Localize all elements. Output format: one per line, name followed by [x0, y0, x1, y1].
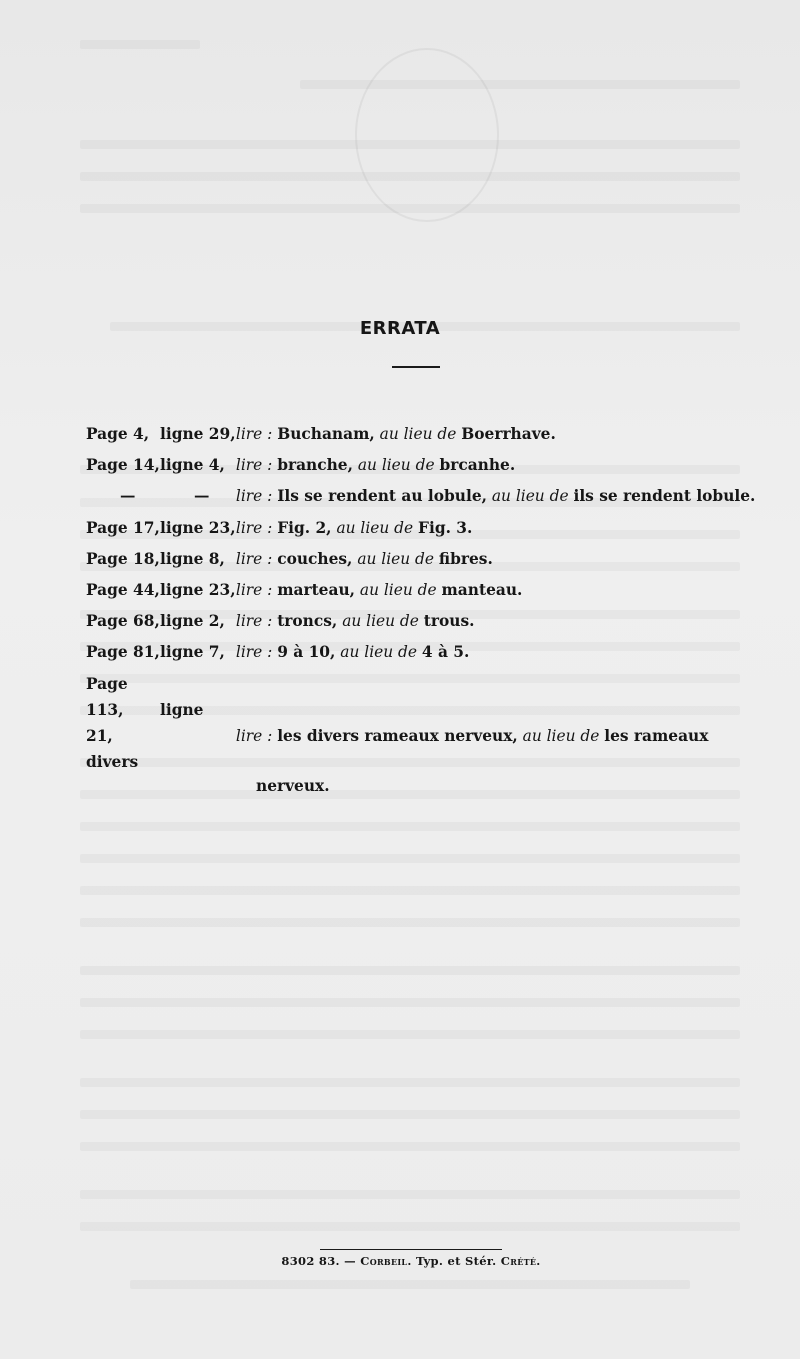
- entry-page: Page 17,: [86, 518, 160, 537]
- errata-entry: [86, 546, 756, 577]
- imprint-name: Crété.: [500, 1254, 541, 1268]
- errata-entry: [86, 483, 756, 514]
- errata-title: ERRATA: [359, 318, 441, 339]
- entry-location: [86, 671, 231, 749]
- entry-correct: les divers rameaux nerveux,: [277, 726, 518, 745]
- entry-page: Page 4,: [86, 425, 150, 443]
- entry-au-lieu-de: au lieu de: [359, 580, 437, 599]
- entry-location: [86, 639, 231, 665]
- library-stamp-ghost: [355, 48, 499, 222]
- errata-entry: [86, 608, 756, 639]
- entry-wrong: fibres.: [438, 549, 493, 568]
- entry-correct: Buchanam,: [277, 425, 375, 443]
- entry-line: —: [194, 487, 210, 506]
- entry-page: Page 113,: [86, 674, 128, 719]
- imprint-typ: Typ. et Stér.: [415, 1254, 497, 1268]
- entry-lire: lire :: [235, 612, 273, 631]
- entry-au-lieu-de: au lieu de: [357, 549, 435, 568]
- entry-wrong: brcanhe.: [439, 456, 516, 475]
- entry-wrong: manteau.: [441, 580, 523, 599]
- entry-wrong: trous.: [423, 612, 475, 631]
- entry-wrong: Fig. 3.: [418, 518, 473, 537]
- entry-wrong: Boerrhave.: [461, 425, 556, 443]
- entry-page: Page 14,: [86, 456, 160, 475]
- entry-line: ligne 23,: [160, 580, 236, 599]
- entry-location: [86, 483, 231, 509]
- entry-correct: branche,: [277, 456, 353, 475]
- entry-location: [86, 608, 231, 634]
- entry-line: ligne 21,: [86, 700, 204, 745]
- entry-lire: lire :: [235, 425, 273, 443]
- errata-entry: [86, 515, 756, 546]
- title-rule: [392, 366, 440, 368]
- entry-au-lieu-de: au lieu de: [342, 612, 419, 631]
- entry-line: ligne 2,: [160, 612, 225, 631]
- entry-au-lieu-de: au lieu de: [336, 518, 414, 537]
- entry-au-lieu-de: au lieu de: [491, 487, 569, 506]
- entry-location: [86, 577, 236, 603]
- entry-correct: troncs,: [277, 612, 338, 631]
- errata-entry: [86, 452, 756, 483]
- entry-au-lieu-de: au lieu de: [379, 425, 457, 443]
- entry-lire: lire :: [235, 726, 273, 745]
- errata-list: [86, 421, 756, 795]
- entry-au-lieu-de: au lieu de: [357, 456, 435, 475]
- entry-lire: lire :: [235, 487, 273, 506]
- entry-line: ligne 29,: [160, 425, 236, 443]
- entry-au-lieu-de: au lieu de: [340, 643, 417, 662]
- entry-correct: Fig. 2,: [277, 518, 332, 537]
- entry-page: Page 44,: [86, 580, 160, 599]
- printer-imprint: [0, 1254, 800, 1268]
- entry-correct: Ils se rendent au lobule,: [277, 487, 487, 506]
- entry-page: —: [120, 487, 136, 506]
- entry-location: [86, 452, 231, 478]
- entry-line: ligne 8,: [160, 549, 225, 568]
- entry-lire: lire :: [235, 549, 273, 568]
- errata-entry: [86, 671, 756, 795]
- entry-lire: lire :: [235, 456, 273, 475]
- entry-page: Page 81,: [86, 643, 160, 662]
- entry-line: ligne 23,: [160, 518, 236, 537]
- entry-lire: lire :: [235, 580, 273, 599]
- imprint-printer: Corbeil.: [360, 1254, 412, 1268]
- errata-entry: [86, 639, 756, 670]
- errata-entry: [86, 421, 756, 452]
- entry-wrong: les rameaux divers: [86, 726, 709, 771]
- errata-entry: [86, 577, 756, 608]
- entry-page: Page 18,: [86, 549, 160, 568]
- footer-rule: [320, 1249, 502, 1250]
- entry-au-lieu-de: au lieu de: [522, 726, 600, 745]
- entry-lire: lire :: [235, 643, 273, 662]
- entry-line: ligne 7,: [160, 643, 225, 662]
- entry-correct: marteau,: [277, 580, 355, 599]
- entry-correct: 9 à 10,: [277, 643, 336, 662]
- entry-location: [86, 421, 236, 447]
- entry-correct: couches,: [277, 549, 353, 568]
- entry-line: ligne 4,: [160, 456, 225, 475]
- entry-wrong: 4 à 5.: [421, 643, 470, 662]
- entry-lire: lire :: [235, 518, 273, 537]
- imprint-number: 8302 83. —: [281, 1254, 356, 1268]
- entry-location: [86, 546, 231, 572]
- entry-wrong-continuation: nerveux.: [256, 776, 330, 795]
- entry-location: [86, 515, 236, 541]
- entry-wrong: ils se rendent lobule.: [573, 487, 756, 506]
- entry-page: Page 68,: [86, 612, 160, 631]
